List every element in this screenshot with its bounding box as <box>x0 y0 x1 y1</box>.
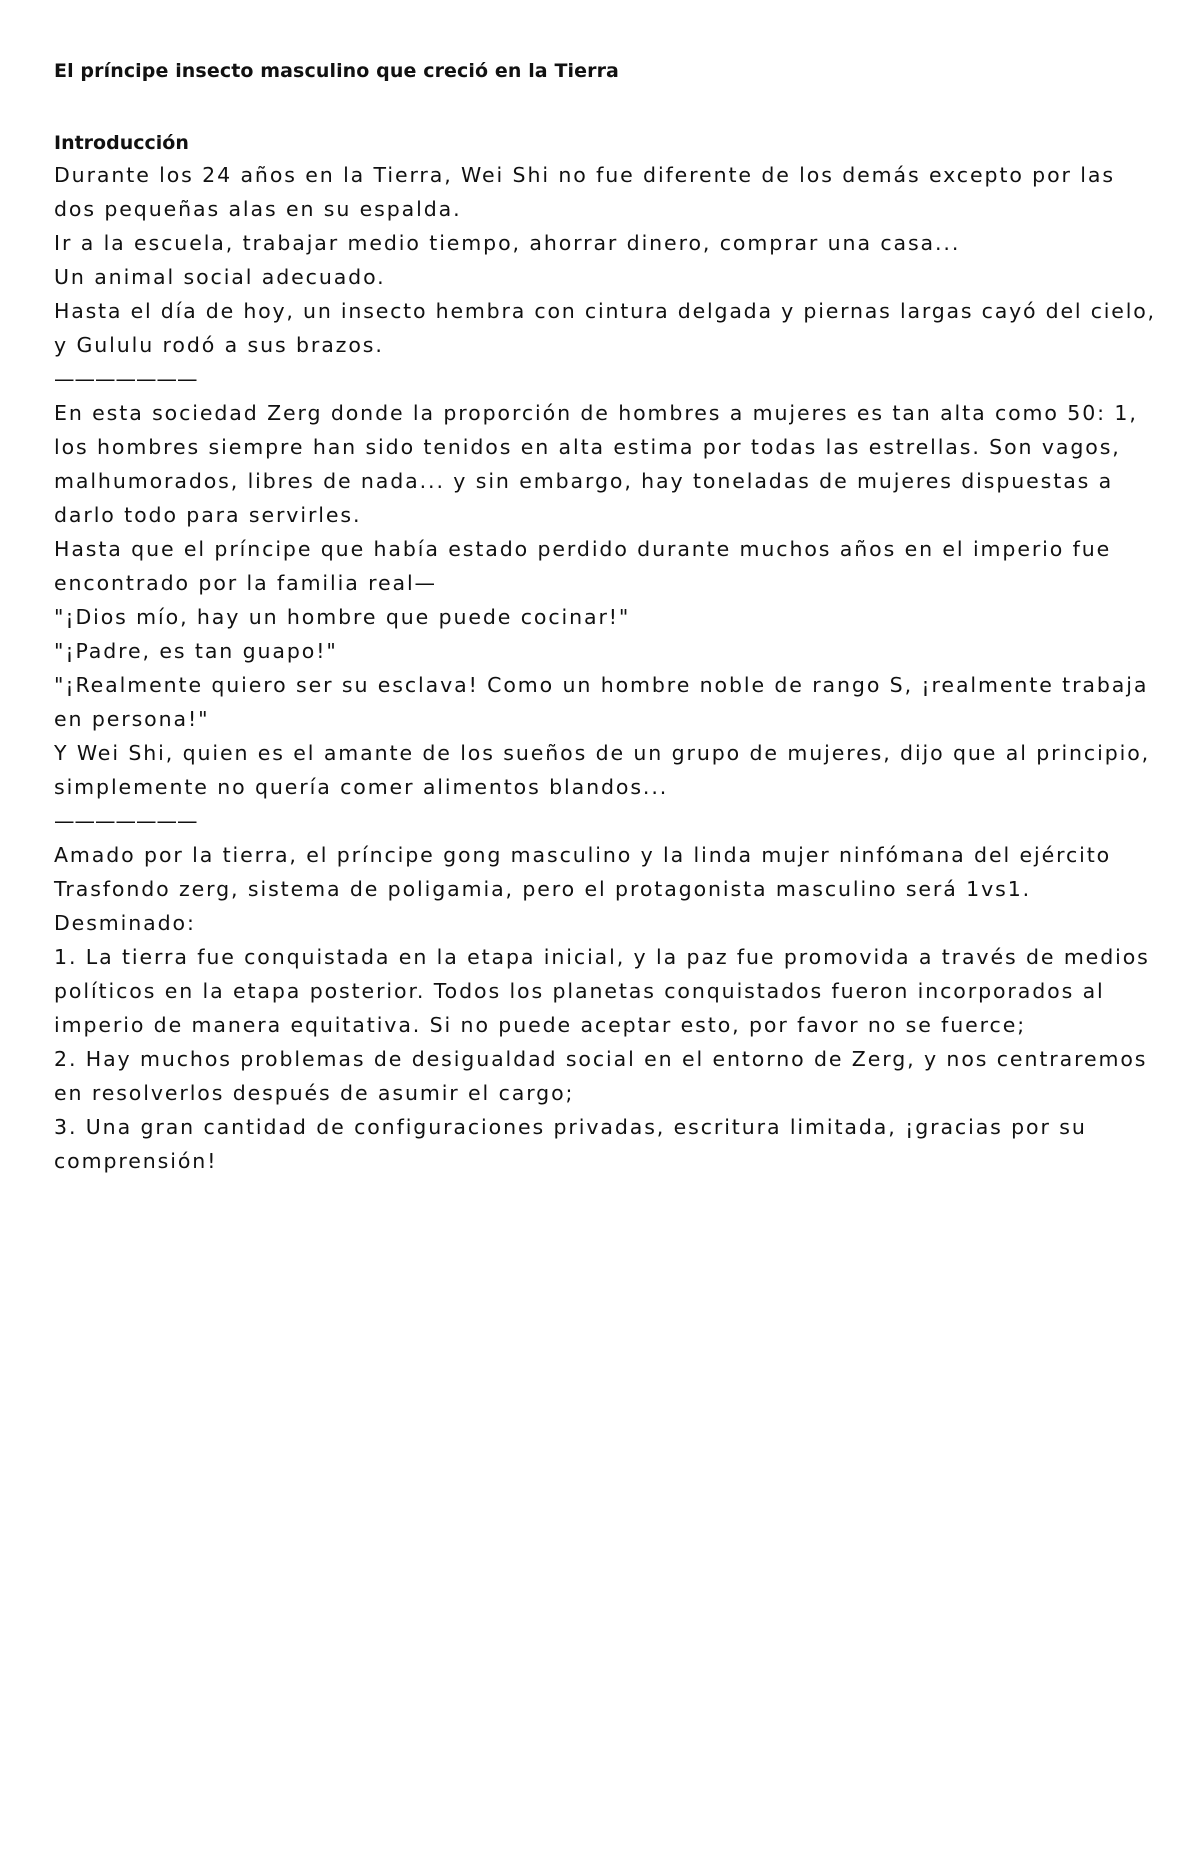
section-divider: ——————— <box>54 367 198 391</box>
text-line: "¡Padre, es tan guapo!" <box>54 639 338 663</box>
text-line: en resolverlos después de asumir el cargo; <box>54 1081 575 1105</box>
text-line: Durante los 24 años en la Tierra, Wei Shi no fue diferente de los demás excepto por las <box>54 163 1115 187</box>
text-line: Amado por la tierra, el príncipe gong masculino y la linda mujer ninfómana del ejército <box>54 843 1112 867</box>
document-content <box>54 56 1164 1178</box>
text-line: En esta sociedad Zerg donde la proporción de hombres a mujeres es tan alta como 50: 1, <box>54 401 1138 425</box>
text-line: los hombres siempre han sido tenidos en alta estima por todas las estrellas. Son vagos, <box>54 435 1121 459</box>
text-line: malhumorados, libres de nada... y sin embargo, hay toneladas de mujeres dispuestas a <box>54 469 1114 493</box>
text-line: 2. Hay muchos problemas de desigualdad social en el entorno de Zerg, y nos centraremos <box>54 1047 1148 1071</box>
text-line: 1. La tierra fue conquistada en la etapa inicial, y la paz fue promovida a través de medios <box>54 945 1150 969</box>
text-line: en persona!" <box>54 707 210 731</box>
text-line: Trasfondo zerg, sistema de poligamia, pero el protagonista masculino será 1vs1. <box>54 877 1032 901</box>
text-line: "¡Realmente quiero ser su esclava! Como un hombre noble de rango S, ¡realmente trabaja <box>54 673 1149 697</box>
text-line: comprensión! <box>54 1149 218 1173</box>
text-line: dos pequeñas alas en su espalda. <box>54 197 462 221</box>
text-line: Hasta el día de hoy, un insecto hembra con cintura delgada y piernas largas cayó del cielo, <box>54 299 1156 323</box>
text-line: 3. Una gran cantidad de configuraciones privadas, escritura limitada, ¡gracias por su <box>54 1115 1087 1139</box>
text-line: Ir a la escuela, trabajar medio tiempo, ahorrar dinero, comprar una casa... <box>54 231 961 255</box>
text-line: "¡Dios mío, hay un hombre que puede cocinar!" <box>54 605 631 629</box>
text-line: darlo todo para servirles. <box>54 503 362 527</box>
section-heading-introduccion: Introducción <box>54 132 189 154</box>
text-line: simplemente no quería comer alimentos blandos... <box>54 775 669 799</box>
text-line: encontrado por la familia real— <box>54 571 437 595</box>
text-line: y Gululu rodó a sus brazos. <box>54 333 384 357</box>
text-line: Hasta que el príncipe que había estado perdido durante muchos años en el imperio fue <box>54 537 1112 561</box>
text-line: Y Wei Shi, quien es el amante de los sueños de un grupo de mujeres, dijo que al principio, <box>54 741 1151 765</box>
introduction-body <box>54 158 1164 1178</box>
text-line: imperio de manera equitativa. Si no puede aceptar esto, por favor no se fuerce; <box>54 1013 1027 1037</box>
text-line: Un animal social adecuado. <box>54 265 386 289</box>
text-line: políticos en la etapa posterior. Todos los planetas conquistados fueron incorporados al <box>54 979 1105 1003</box>
section-divider: ——————— <box>54 809 198 833</box>
text-line: Desminado: <box>54 911 196 935</box>
document-title: El príncipe insecto masculino que creció en la Tierra <box>54 60 619 82</box>
